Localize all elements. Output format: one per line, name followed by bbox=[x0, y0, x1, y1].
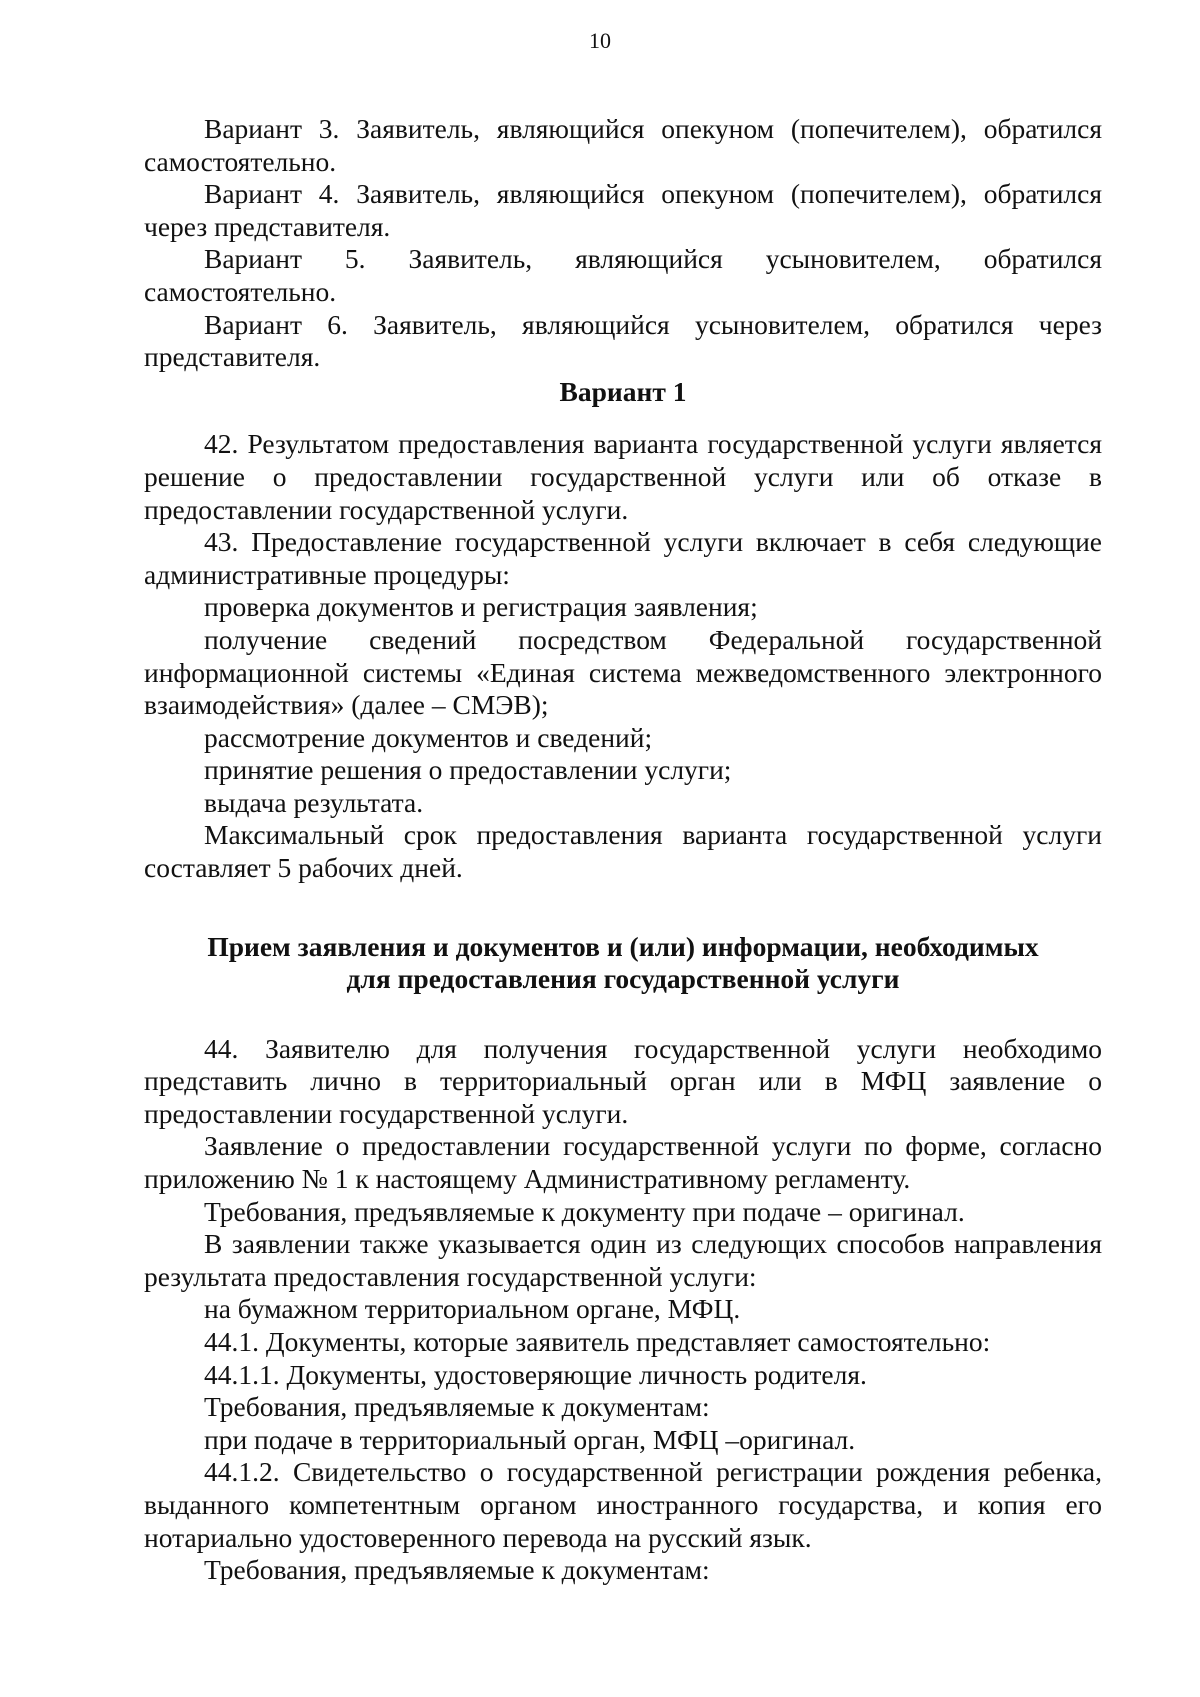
paragraph-44-1: 44.1. Документы, которые заявитель представляет самостоятельно: bbox=[204, 1326, 991, 1357]
document-body bbox=[144, 113, 1102, 1587]
procedure-item: получение сведений посредством Федеральной государственной информационной системы «Единая система межведомственного электронного взаимодействия» (далее – СМЭВ); bbox=[144, 623, 1102, 721]
paragraph-application-form: Заявление о предоставлении государственной услуги по форме, согласно приложению № 1 к настоящему Административному регламенту. bbox=[144, 1130, 1102, 1195]
section-heading bbox=[144, 931, 1102, 995]
section-heading-line-1: Прием заявления и документов и (или) информации, необходимых bbox=[207, 930, 1039, 962]
procedure-item: принятие решения о предоставлении услуги; bbox=[204, 754, 732, 786]
paragraph-result-methods: В заявлении также указывается один из следующих способов направления результата предоставления государственной услуги: bbox=[144, 1228, 1102, 1292]
section-heading-line-2: для предоставления государственной услуги bbox=[346, 962, 900, 994]
paragraph-paper-method: на бумажном территориальном органе, МФЦ. bbox=[204, 1293, 741, 1325]
paragraph-requirements-docs: Требования, предъявляемые к документам: bbox=[204, 1391, 710, 1423]
paragraph-original: при подаче в территориальный орган, МФЦ –оригинал. bbox=[204, 1423, 856, 1455]
paragraph-variant-3: Вариант 3. Заявитель, являющийся опекуном (попечителем), обратился самостоятельно. bbox=[144, 113, 1102, 177]
paragraph-requirements-docs-2: Требования, предъявляемые к документам: bbox=[204, 1554, 710, 1586]
procedure-item: рассмотрение документов и сведений; bbox=[204, 721, 653, 753]
page-number: 10 bbox=[589, 28, 611, 53]
paragraph-requirements: Требования, предъявляемые к документу при подаче – оригинал. bbox=[204, 1195, 965, 1227]
paragraph-44-1-2: 44.1.2. Свидетельство о государственной регистрации рождения ребенка, выданного компетентным органом иностранного государства, и копия его нотариально удостоверенного перевода на русский язык. bbox=[144, 1456, 1102, 1553]
paragraph-42: 42. Результатом предоставления варианта государственной услуги является решение о предоставлении государственной услуги или об отказе в предоставлении государственной услуги. bbox=[144, 428, 1102, 525]
procedure-item: выдача результата. bbox=[204, 786, 424, 818]
procedure-item: проверка документов и регистрация заявления; bbox=[204, 591, 758, 623]
paragraph-44: 44. Заявителю для получения государственной услуги необходимо представить лично в территориальный орган или в МФЦ заявление о предоставлении государственной услуги. bbox=[144, 1032, 1102, 1129]
paragraph-variant-4: Вариант 4. Заявитель, являющийся опекуном (попечителем), обратился через представителя. bbox=[144, 178, 1102, 242]
heading-variant-1: Вариант 1 bbox=[559, 375, 687, 407]
paragraph-44-1-1: 44.1.1. Документы, удостоверяющие личность родителя. bbox=[204, 1358, 867, 1390]
paragraph-max-term: Максимальный срок предоставления варианта государственной услуги составляет 5 рабочих дней. bbox=[144, 819, 1102, 884]
paragraph-variant-6: Вариант 6. Заявитель, являющийся усыновителем, обратился через представителя. bbox=[144, 308, 1102, 373]
paragraph-variant-5: Вариант 5. Заявитель, являющийся усыновителем, обратился самостоятельно. bbox=[144, 243, 1102, 307]
paragraph-43: 43. Предоставление государственной услуги включает в себя следующие административные процедуры: bbox=[144, 526, 1102, 590]
